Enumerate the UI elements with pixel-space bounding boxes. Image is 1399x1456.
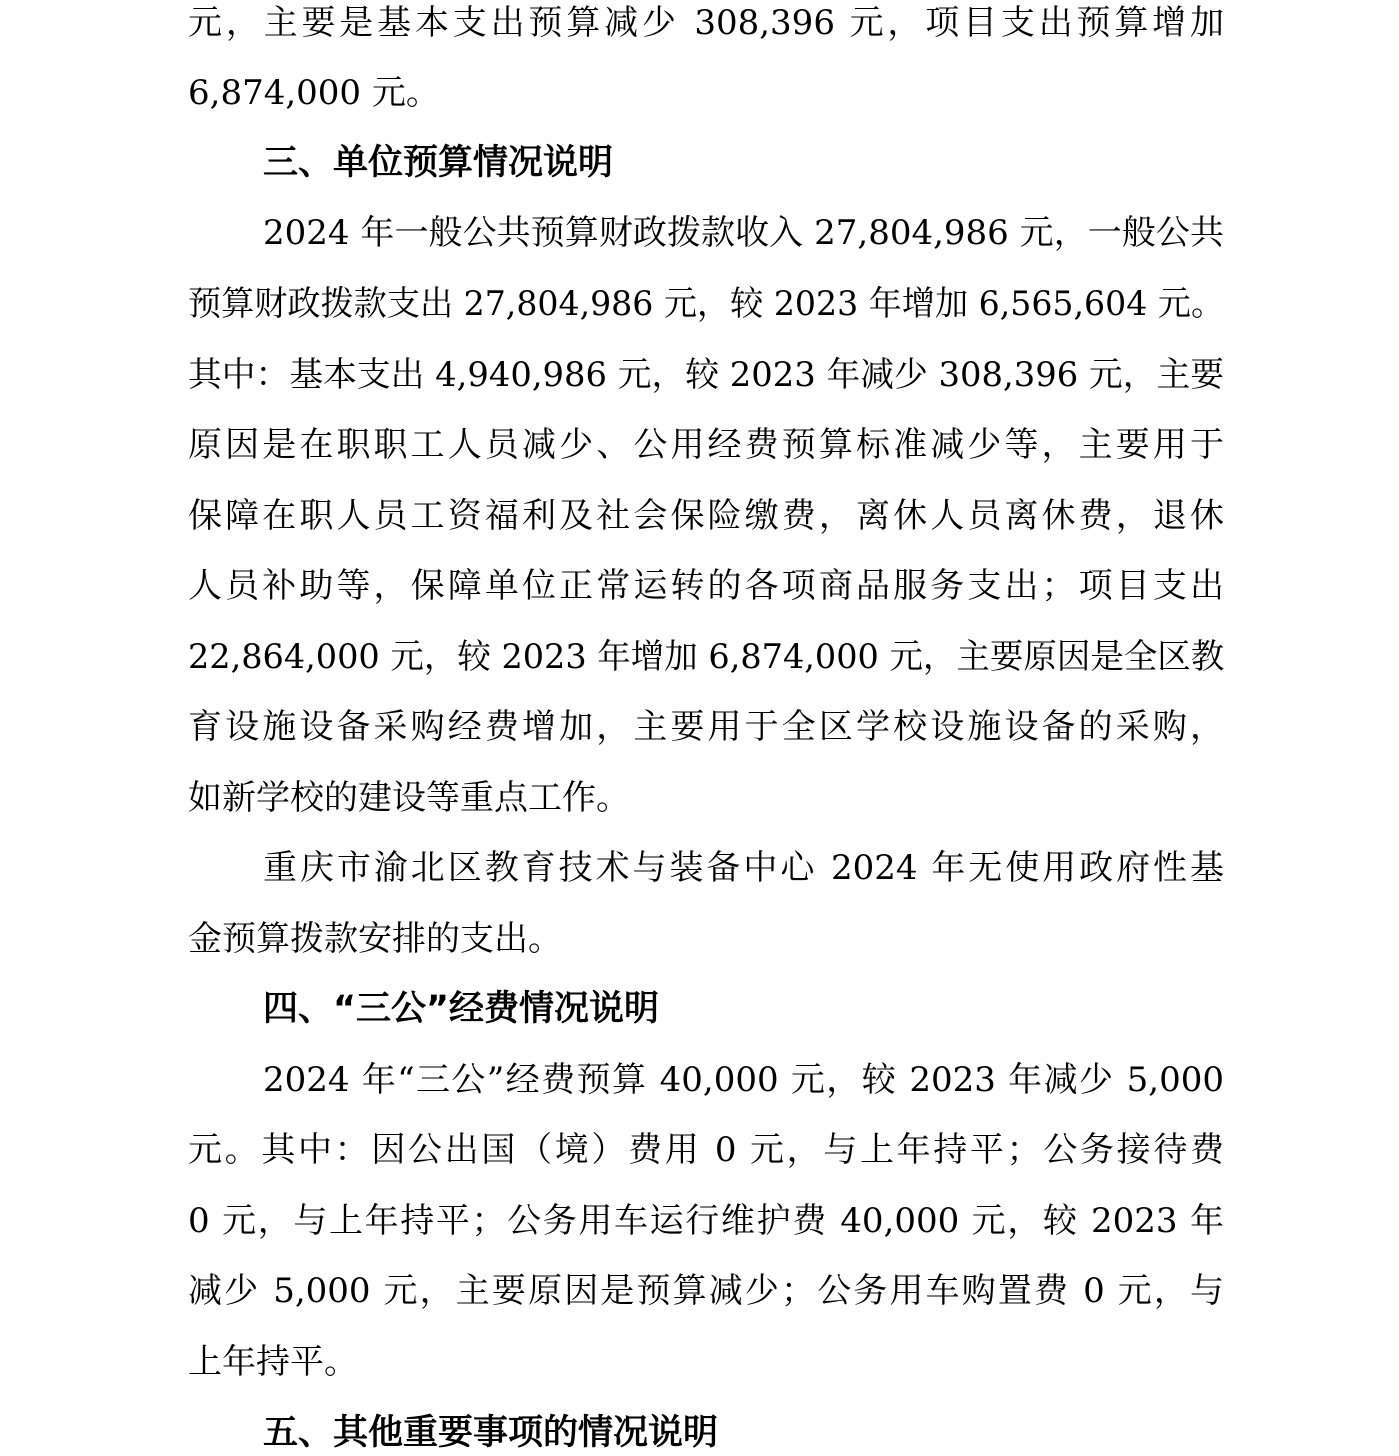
paragraph-line: 22,864,000 元，较 2023 年增加 6,874,000 元，主要原因是全区教 (188, 637, 1225, 677)
paragraph-line: 2024 年“三公”经费预算 40,000 元，较 2023 年减少 5,000 (263, 1060, 1224, 1100)
paragraph-line: 如新学校的建设等重点工作。 (188, 778, 630, 818)
section-heading-unit-budget: 三、单位预算情况说明 (263, 143, 614, 183)
paragraph-line: 人员补助等，保障单位正常运转的各项商品服务支出；项目支出 (188, 566, 1224, 606)
paragraph-line: 重庆市渝北区教育技术与装备中心 2024 年无使用政府性基 (263, 848, 1224, 888)
paragraph-line: 元。其中：因公出国（境）费用 0 元，与上年持平；公务接待费 (188, 1130, 1224, 1170)
paragraph-line: 2024 年一般公共预算财政拨款收入 27,804,986 元，一般公共 (263, 213, 1224, 253)
paragraph-line: 减少 5,000 元，主要原因是预算减少；公务用车购置费 0 元，与 (188, 1271, 1224, 1311)
paragraph-line: 元，主要是基本支出预算减少 308,396 元，项目支出预算增加 (188, 3, 1224, 43)
paragraph-line: 保障在职人员工资福利及社会保险缴费，离休人员离休费，退休 (188, 496, 1224, 536)
paragraph-line: 原因是在职职工人员减少、公用经费预算标准减少等，主要用于 (188, 425, 1224, 465)
paragraph-line: 预算财政拨款支出 27,804,986 元，较 2023 年增加 6,565,604 元。 (188, 284, 1225, 324)
paragraph-line: 上年持平。 (188, 1342, 358, 1382)
paragraph-line: 0 元，与上年持平；公务用车运行维护费 40,000 元，较 2023 年 (188, 1201, 1224, 1241)
paragraph-line: 育设施设备采购经费增加，主要用于全区学校设施设备的采购， (188, 707, 1224, 747)
paragraph-line: 其中：基本支出 4,940,986 元，较 2023 年减少 308,396 元，主要 (188, 355, 1225, 395)
section-heading-other-matters: 五、其他重要事项的情况说明 (263, 1413, 719, 1453)
section-heading-three-public-expenses: 四、“三公”经费情况说明 (263, 989, 660, 1029)
paragraph-line: 金预算拨款安排的支出。 (188, 919, 562, 959)
paragraph-line: 6,874,000 元。 (188, 73, 440, 113)
